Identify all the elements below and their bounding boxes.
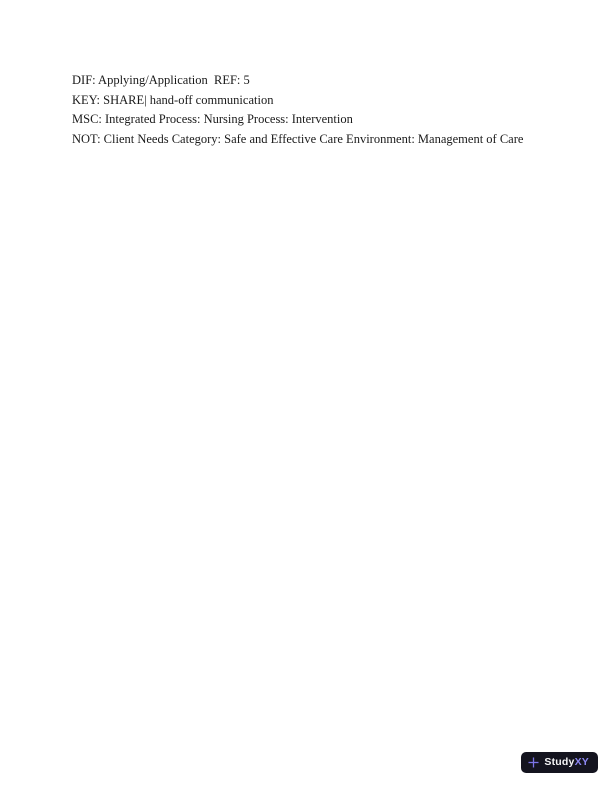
studyxy-badge [521,752,598,773]
brand-name-primary: Study [544,756,575,769]
dif-line: DIF: Applying/Application REF: 5 [72,73,250,87]
brand-name-accent: XY [574,756,589,769]
not-line: NOT: Client Needs Category: Safe and Effective Care Environment: Management of Care [72,132,524,147]
key-line: KEY: SHARE| hand-off communication [72,92,274,107]
brand-wordmark [544,757,589,768]
msc-line: MSC: Integrated Process: Nursing Process: Intervention [72,112,353,127]
answer-metadata-block [72,71,552,150]
plus-icon [528,757,539,768]
